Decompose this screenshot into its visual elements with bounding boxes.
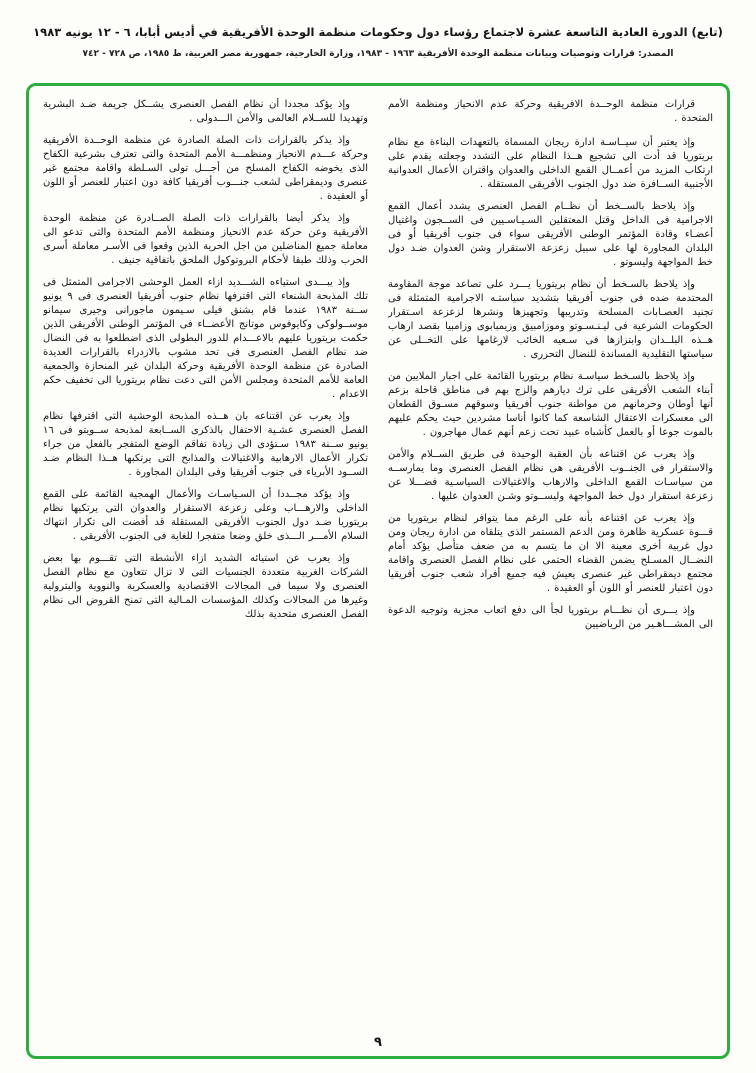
resolution-paragraph: وإذ يلاحظ بالسـخط أن نظام بريتوريا يـــرد على تصاعد موجة المقاومة المحتدمة ضده فى جنوب أفريقيا بتشديد سياستـه الاجرامية المتمثلة فى تجنيد العصـابات المسلحة وتدريبها وتجهيزها ونشرها لزعزعة اسـتقرار الحكومات الشرعية فى ليـنـسـوتو وموزامبيق وزيمبابوى وزامبيا بقصد ارهاب هــذه البلــدان وابتزازها فى سـعيه الخائب لارغامها على التخــلى عن سياستها التقليدية المساندة للنضال التحررى . bbox=[388, 279, 713, 360]
text-columns bbox=[43, 98, 713, 1026]
resolution-paragraph: وإذ يلاحظ بالســخط أن نظــام الفصل العنصرى يشدد أعمال القمع الاجرامية فى الداخل وقتل المعتقلين السـيـاسـيين فى الســجون واغتيال أعضـاء وقادة المؤتمر الوطنى الأفريقى سواء فى جنوب أفريقيا أو فى البلدان المجاورة لها على سبيل زعزعة الاستقرار وشن العدوان ضـد دول خط المواجهة وليسوتو . bbox=[388, 201, 713, 268]
resolution-paragraph: وإذ يلاحظ بالسـخط سياسـة نظام بريتوريا القائمة على اجبار الملايين من أبناء الشعب الأفريقى على ترك ديارهم والزج بهم فى مناطق قاحلة بزعم أنها أوطان وحرمانهم من مواطنة جنوب أفريقيا وسوقهم مسـوق القطعان الى معسكرات الاعتقال الشاسعة كما كانوا أناسا مشردين حيث يحكم عليهم بالموت جوعا أو بالعمل كأشباه عبيد تحت زعم أنهم عمال مهاجرون . bbox=[388, 371, 713, 438]
left-column bbox=[43, 98, 368, 1026]
resolution-paragraph: وإذ يعرب عن اقتناعه بأن العقبة الوحيدة فى طريق الســلام والأمن والاستقرار فى الجنــوب الأفريقى هى نظام الفصل العنصرى وما يمارســه من سياسـات القمع الداخلى والارهاب والاغتيالات السياسـية فضـــلا عن زعزعة استقرار دول خط المواجهة وليســوتو وشـن العدوان عليها . bbox=[388, 449, 713, 502]
resolution-paragraph: وإذ يؤكد مجــددا أن السـياسـات والأعمال الهمجية القائمة على القمع الداخلى والارهـــاب وعلى زعزعة الاستقرار والعدوان التى يرتكبها نظام بريتوريا ضـد دول الجنوب الأفريقى المستقلة قد أفضت الى تكرار انتهاك السلام الأمـــر الـــذى خلق وضعا متفجرا للغاية فى الجنوب الأفريقى . bbox=[43, 489, 368, 542]
source-citation: المصدر: قرارات وتوصيات وبيانات منظمة الوحدة الأفريقية ١٩٦٣ - ١٩٨٣، وزارة الخارجية، جمهورية مصر العربية، ط ١٩٨٥، ص ٧٢٨ - ٧٤٢ bbox=[82, 49, 674, 59]
column-heading: قرارات منظمة الوحــدة الافريقية وحركة عدم الانحياز ومنظمة الأمم المتحدة . bbox=[388, 99, 713, 124]
right-column bbox=[388, 98, 713, 1026]
resolution-paragraph: وإذ يعرب عن اقتناعه بان هــذه المذبحة الوحشية التى اقترفها نظام الفصل العنصرى عشـية الاحتفال بالذكرى الســابعة لمذبحة ســويتو فى ١٦ يونيو ســنة ١٩٨٣ سـتؤدى الى زيادة تفاقم الوضع المتفجر بالفعل من جراء تكرار الأعمال الارهابية والاغتيالات والمذابح التى يرتكبها هــذا النظام ضـد الســود الأبرياء فى جنوب أفريقيا وفى البلدان المجاورة . bbox=[43, 411, 368, 478]
resolution-paragraph: وإذ يـــرى أن نظـــام بريتوريا لجأ الى دفع اتعاب مجزية وتوجيه الدعوة الى المشـــاهـير من الرياضيين bbox=[388, 605, 713, 630]
resolution-paragraph: وإذ يبـــدى استياءه الشـــديد ازاء العمل الوحشى الاجرامى المتمثل فى تلك المذبحة الشنعاء التى اقترفها نظام جنوب أفريقيا العنصرى فى ٩ يونيو ســنة ١٩٨٣ عندما قام بشنق فيلى سـيمون ماجورانى وجيرى سيمانو موســولوكى وكايوفوس موتانج الأعضــاء فى المؤتمر الوطنى الأفريقى الذين حكمت بريتوريا عليهم بالاعـــدام للدور البطولى الذى اضطلعوا به فى النضال ضد نظام الفصل العنصرى فى تحد مشوب بالازدراء بالقرارات العديدة الصادرة عن منظمة الوحدة الأفريقية وحركة البلدان غير المنحازة والجمعية العامة للأمم المتحدة ومجلس الأمن التى دعت نظام بريتوريا الى تخفيف حكم الاعدام . bbox=[43, 277, 368, 400]
document-header bbox=[26, 24, 730, 61]
resolution-paragraph: وإذ يعتبر أن سيــاسـة ادارة ريجان المسماة بالتعهدات البناءة مع نظام بريتوريا قد أدت الى تشجيع هــذا النظام على التشدد وجعلته يقدم على ارتكاب المزيد من أعمــال القمع الداخلى والعدوان واقتران الأعمال العدوانية الأجنبية الســافرة ضد دول الجنوب الأفريقى المستقلة . bbox=[388, 137, 713, 190]
content-border-box bbox=[26, 83, 730, 1059]
session-title: (تابع) الدورة العادية التاسعة عشرة لاجتماع رؤساء دول وحكومات منظمة الوحدة الأفريقية في أديس أبابا، ٦ - ١٢ يونيه ١٩٨٣ bbox=[33, 25, 723, 39]
resolution-paragraph: وإذ يؤكد مجددا أن نظام الفصل العنصرى يشــكل جريمة ضـد البشرية وتهديدا للســلام العالمى والأمن الـــدولى . bbox=[43, 99, 368, 124]
resolution-paragraph: وإذ يذكر أيضا بالقرارات ذات الصلة الصــادرة عن منظمة الوحدة الأفريقية وعن حركة عدم الانحياز ومنظمة الأمم المتحدة والتى تدعو الى معاملة جميع المناضلين من اجل الحرية الذين وقعوا فى الأسـر معاملة أسرى الحرب وذلك طبقا لأحكام البروتوكول الملحق باتفاقية جنيف . bbox=[43, 213, 368, 266]
resolution-paragraph: وإذ يعرب عن استيائه الشديد ازاء الأنشطة التى تقـــوم بها بعض الشركات الغربية متعددة الجنسيات التى لا تزال تتعاون مع نظام الفصل العنصرى ولا سيما فى المجالات الاقتصادية والعسكرية والنووية والبترولية وغيرها من المجالات وكذلك المؤسسات المـالية التى تمنح القروض الى نظام الفصل العنصرى متحدية بذلك bbox=[43, 553, 368, 620]
page-number: ٩ bbox=[374, 1035, 382, 1050]
resolution-paragraph: وإذ يعرب عن اقتناعه بأنه على الرغم مما يتوافر لنظام بريتوريا من قـــوة عسكرية ظاهرة ومن الدعم المستمر الذى يتلقاه من ادارة ريجان ومن دول غربية أخرى معينة الا ان ما يتسم به من ضعف متأصل يؤكد أمام النضــال المسـلح يضمن القضاء الحتمى على نظام الفصل العنصرى واقامة مجتمع ديمقراطى غير عنصرى يعيش فيه جميع أفراد شعب جنوب أفريقيا دون اعتبار للعنصر أو اللون أو العقيدة . bbox=[388, 513, 713, 594]
resolution-paragraph: وإذ يذكر بالقرارات ذات الصلة الصادرة عن منظمة الوحــدة الأفريقية وحركة عـــدم الانحياز ومنظمـــة الأمم المتحدة والتى تعترف بشرعية الكفاح الذى يخوضه الكفاح المسلح من أجـــل تولى السـلطة واقامة مجتمع غير عنصرى وديمقراطى لشعب جنـــوب أفريقيا كافة دون اعتبار للعنصر أو اللون أو العقيدة . bbox=[43, 135, 368, 202]
